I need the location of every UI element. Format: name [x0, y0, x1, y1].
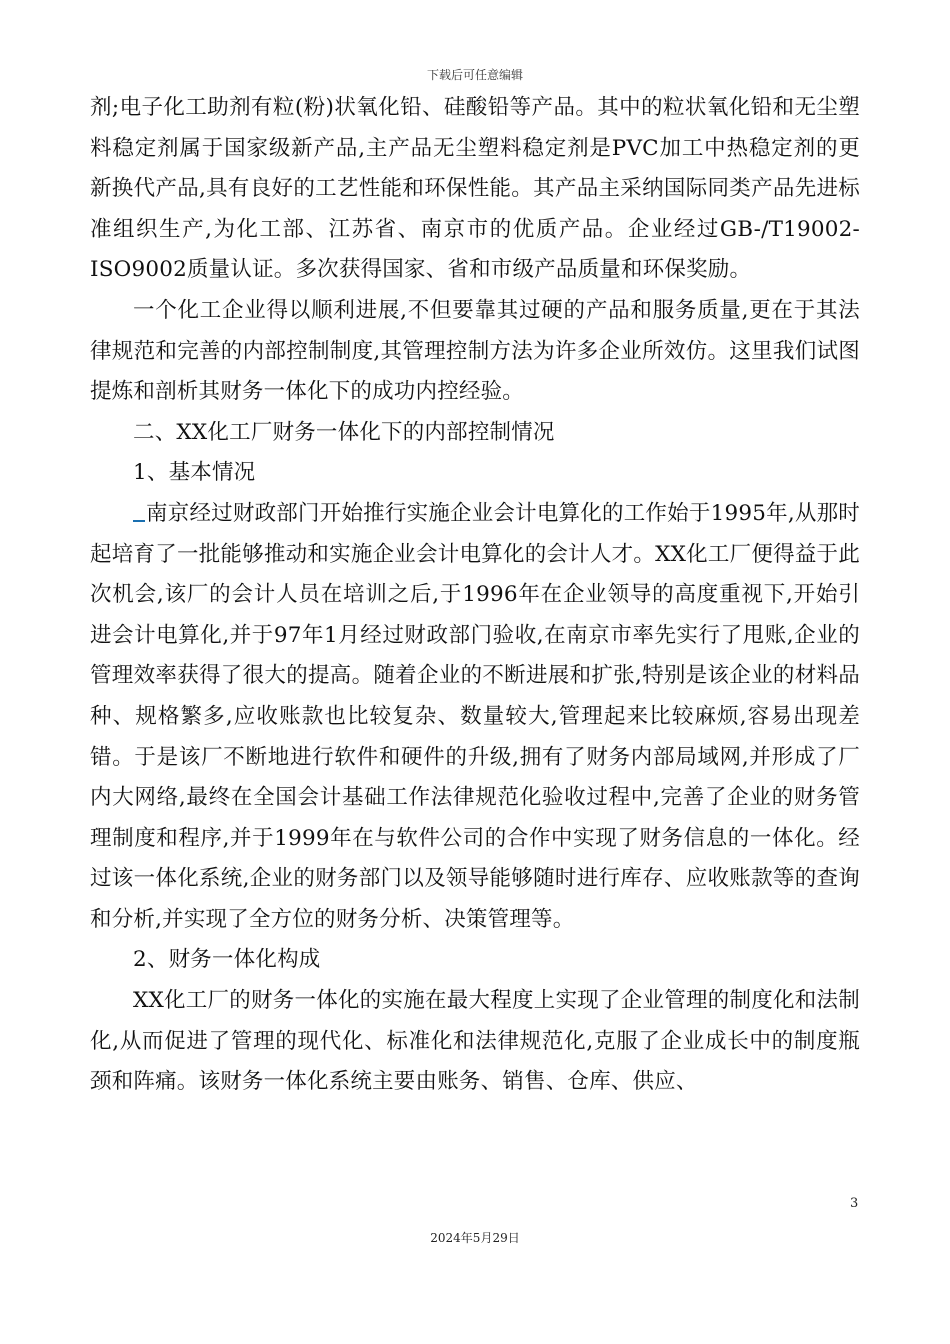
paragraph-intro: 一个化工企业得以顺利进展,不但要靠其过硬的产品和服务质量,更在于其法律规范和完善的内部控制制度,其管理控制方法为许多企业所效仿。这里我们试图提炼和剖析其财务一体化下的成功内控经验。 [90, 297, 860, 405]
footer-date: 2024年5月29日 [430, 1231, 520, 1245]
paragraph-products: 剂;电子化工助剂有粒(粉)状氧化铅、硅酸铅等产品。其中的粒状氧化铅和无尘塑料稳定剂属于国家级新产品,主产品无尘塑料稳定剂是PVC加工中热稳定剂的更新换代产品,具有良好的工艺性能和环保性能。其产品主采纳国际同类产品先进标准组织生产,为化工部、江苏省、南京市的优质产品。企业经过GB-/T19002-ISO9002质量认证。多次获得国家、省和市级产品质量和环保奖励。 [90, 95, 860, 283]
subsection-heading-basic: 1、基本情况 [133, 460, 256, 486]
page-header: 下载后可任意编辑 [426, 68, 523, 82]
text-cursor-icon [133, 520, 145, 522]
paragraph-basic-text: 南京经过财政部门开始推行实施企业会计电算化的工作始于1995年,从那时起培育了一批能够推动和实施企业会计电算化的会计人才。XX化工厂便得益于此次机会,该厂的会计人员在培训之后,于1996年在企业领导的高度重视下,开始引进会计电算化,并于97年1月经过财政部门验收,在南京市率先实行了甩账,企业的管理效率获得了很大的提高。随着企业的不断进展和扩张,特别是该企业的材料品种、规格繁多,应收账款也比较复杂、数量较大,管理起来比较麻烦,容易出现差错。于是该厂不断地进行软件和硬件的升级,拥有了财务内部局域网,并形成了厂内大网络,最终在全国会计基础工作法律规范化验收过程中,完善了企业的财务管理制度和程序,并于1999年在与软件公司的合作中实现了财务信息的一体化。经过该一体化系统,企业的财务部门以及领导能够随时进行库存、应收账款等的查询和分析,并实现了全方位的财务分析、决策管理等。 [90, 500, 860, 932]
paragraph-structure: XX化工厂的财务一体化的实施在最大程度上实现了企业管理的制度化和法制化,从而促进了管理的现代化、标准化和法律规范化,克服了企业成长中的制度瓶颈和阵痛。该财务一体化系统主要由账务、销售、仓库、供应、 [90, 988, 860, 1095]
section-heading: 二、XX化工厂财务一体化下的内部控制情况 [133, 419, 555, 445]
paragraph-basic-situation [90, 494, 860, 941]
page-number: 3 [850, 1196, 859, 1211]
document-body [90, 88, 860, 1103]
subsection-heading-structure: 2、财务一体化构成 [133, 947, 321, 973]
